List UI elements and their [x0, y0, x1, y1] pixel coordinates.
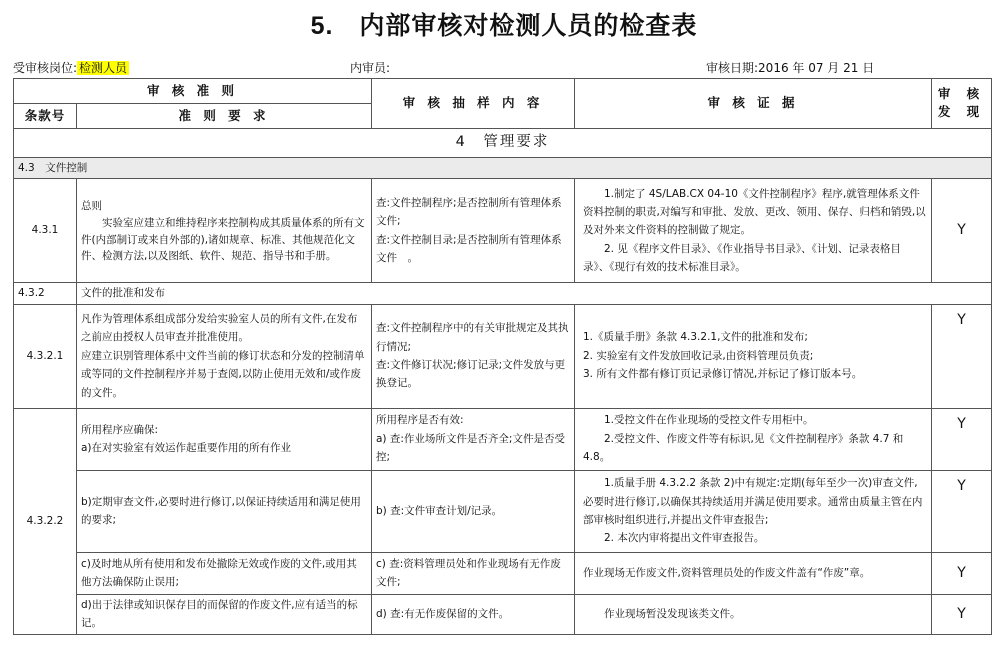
finding-cell: Y	[932, 552, 992, 594]
table-row	[14, 594, 992, 634]
evidence-cell: 1.受控文件在作业现场的受控文件专用柜中。 2.受控文件、作废文件等有标识,见《文件控制程序》条款 4.7 和 4.8。	[575, 408, 932, 470]
subsection-title: 4.3 文件控制	[14, 157, 992, 178]
subsection-row	[14, 157, 992, 178]
requirement-cell: 所用程序应确保: a)在对实验室有效运作起重要作用的所有作业	[77, 408, 372, 470]
table-row	[14, 470, 992, 552]
table-row	[14, 408, 992, 470]
sampling-cell: 所用程序是否有效: a) 查:作业场所文件是否齐全;文件是否受控;	[372, 408, 575, 470]
finding-cell: Y	[932, 470, 992, 552]
section-row	[14, 128, 992, 157]
auditor-label: 内审员:	[350, 61, 391, 75]
title-number: 5.	[310, 12, 334, 40]
audit-checklist-table	[13, 78, 992, 635]
table-row	[14, 552, 992, 594]
clause-title: 文件的批准和发布	[77, 283, 992, 304]
finding-cell: Y	[932, 179, 992, 283]
evidence-cell: 1.质量手册 4.3.2.2 条款 2)中有规定:定期(每年至少一次)审查文件,必要时进行修订,以确保其持续适用并满足使用要求。通常由质量主管在内部审核时组织进行,并提出文件审查报告; 2. 本次内审将提出文件审查报告。	[575, 470, 932, 552]
section-title: 4 管理要求	[14, 128, 992, 157]
audit-date: 审核日期:2016 年 07 月 21 日	[706, 61, 875, 75]
requirement-cell: 总则 实验室应建立和维持程序来控制构成其质量体系的所有文件(内部制订或来自外部的),诸如规章、标准、其他规范化文件、检测方法,以及图纸、软件、规范、指导书和手册。	[77, 179, 372, 283]
requirement-cell: c)及时地从所有使用和发布处撤除无效或作废的文件,或用其他方法确保防止误用;	[77, 552, 372, 594]
header-requirement: 准 则 要 求	[77, 103, 372, 128]
header-row-1	[14, 79, 992, 104]
clause-number: 4.3.1	[14, 179, 77, 283]
requirement-cell: b)定期审查文件,必要时进行修订,以保证持续适用和满足使用的要求;	[77, 470, 372, 552]
clause-number: 4.3.2.2	[14, 408, 77, 634]
table-row	[14, 283, 992, 304]
sampling-cell: 查:文件控制程序中的有关审批规定及其执行情况; 查:文件修订状况;修订记录;文件发放与更换登记。	[372, 304, 575, 408]
audited-position-value: 检测人员	[79, 61, 128, 75]
audit-meta	[13, 59, 993, 77]
finding-cell: Y	[932, 594, 992, 634]
audited-position: 受审核岗位: 检测人员	[13, 61, 128, 75]
requirement-cell: d)出于法律或知识保存目的而保留的作废文件,应有适当的标记。	[77, 594, 372, 634]
sampling-cell: 查:文件控制程序;是否控制所有管理体系文件; 查:文件控制目录;是否控制所有管理体系文件 。	[372, 179, 575, 283]
sampling-cell: b) 查:文件审查计划/记录。	[372, 470, 575, 552]
document-title	[0, 6, 1008, 42]
sampling-cell: d) 查:有无作废保留的文件。	[372, 594, 575, 634]
evidence-cell: 1.制定了 4S/LAB.CX 04-10《文件控制程序》程序,就管理体系文件资料控制的职责,对编写和审批、发放、更改、领用、保存、归档和销毁,以及对外来文件资料的控制做了规定。 2. 见《程序文件目录》、《作业指导书目录》、《计划、记录表格目录》、《现行有效的技术标准目录》。	[575, 179, 932, 283]
header-criteria: 审 核 准 则	[14, 79, 372, 104]
table-row	[14, 304, 992, 408]
header-clause-no: 条款号	[14, 103, 77, 128]
header-sampling: 审 核 抽 样 内 容	[372, 79, 575, 129]
clause-number: 4.3.2	[14, 283, 77, 304]
evidence-cell: 1.《质量手册》条款 4.3.2.1,文件的批准和发布; 2. 实验室有文件发放回收记录,由资料管理员负责; 3. 所有文件都有修订页记录修订情况,并标记了修订版本号。	[575, 304, 932, 408]
clause-number: 4.3.2.1	[14, 304, 77, 408]
table-row	[14, 179, 992, 283]
evidence-cell: 作业现场无作废文件,资料管理员处的作废文件盖有“作废”章。	[575, 552, 932, 594]
evidence-cell: 作业现场暂没发现该类文件。	[575, 594, 932, 634]
header-evidence: 审 核 证 据	[575, 79, 932, 129]
header-finding: 审 核 发 现	[932, 79, 992, 129]
requirement-cell: 凡作为管理体系组成部分发给实验室人员的所有文件,在发布之前应由授权人员审查并批准使用。 应建立识别管理体系中文件当前的修订状态和分发的控制清单或等同的文件控制程序并易于查阅,以防止使用无效和/或作废的文件。	[77, 304, 372, 408]
finding-cell: Y	[932, 304, 992, 408]
title-text: 内部审核对检测人员的检查表	[359, 11, 698, 40]
sampling-cell: c) 查:资料管理员处和作业现场有无作废文件;	[372, 552, 575, 594]
finding-cell: Y	[932, 408, 992, 470]
